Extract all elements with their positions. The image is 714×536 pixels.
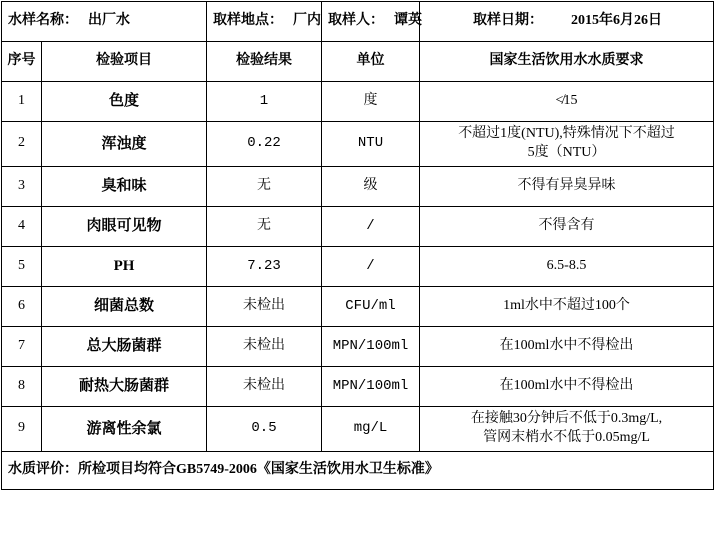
row-result: 未检出 [207,286,322,326]
sample-info-row [2,2,714,42]
evaluation-text: 水质评价：所检项目均符合GB5749-2006《国家生活饮用水卫生标准》 [2,451,714,489]
column-header-requirement: 国家生活饮用水水质要求 [420,42,714,82]
row-unit: / [322,246,420,286]
row-item: 总大肠菌群 [42,326,207,366]
row-requirement: 在100ml水中不得检出 [420,366,714,406]
row-index: 7 [2,326,42,366]
row-index: 9 [2,406,42,451]
table-row [2,206,714,246]
row-unit: / [322,206,420,246]
row-result: 无 [207,206,322,246]
row-unit: MPN/100ml [322,326,420,366]
row-requirement: 在100ml水中不得检出 [420,326,714,366]
row-index: 5 [2,246,42,286]
table-row [2,246,714,286]
row-item: PH [42,246,207,286]
table-row [2,166,714,206]
sample-date-cell [420,2,714,42]
row-item: 肉眼可见物 [42,206,207,246]
row-index: 6 [2,286,42,326]
report-table [1,1,714,490]
row-unit: MPN/100ml [322,366,420,406]
sample-place-value: 厂内 [293,13,321,29]
row-item: 耐热大肠菌群 [42,366,207,406]
row-result: 未检出 [207,366,322,406]
table-row [2,122,714,167]
row-unit: mg/L [322,406,420,451]
sampler-label: 取样人： [328,13,384,29]
row-requirement-line2: 5度（NTU） [527,144,606,160]
row-requirement: ≮15 [420,82,714,122]
row-result: 无 [207,166,322,206]
row-unit: 级 [322,166,420,206]
table-row [2,366,714,406]
column-header-result: 检验结果 [207,42,322,82]
row-result: 1 [207,82,322,122]
row-requirement: 1ml水中不超过100个 [420,286,714,326]
water-quality-report [0,1,714,536]
row-requirement-line1: 不超过1度(NTU),特殊情况下不超过 [458,126,675,141]
row-index: 1 [2,82,42,122]
table-row [2,82,714,122]
column-header-row [2,42,714,82]
row-item: 游离性余氯 [42,406,207,451]
sample-place-cell [207,2,322,42]
row-requirement-line1: 在接触30分钟后不低于0.3mg/L, [470,410,663,426]
column-header-unit: 单位 [322,42,420,82]
row-requirement: 不得有异臭异味 [420,166,714,206]
row-result: 0.22 [207,122,322,167]
row-item: 臭和味 [42,166,207,206]
sample-name-cell [2,2,207,42]
row-requirement [420,122,714,167]
sample-name-label: 水样名称： [8,13,78,29]
sampler-cell [322,2,420,42]
sample-date-label: 取样日期： [473,13,543,29]
row-requirement: 不得含有 [420,206,714,246]
row-requirement-line2: 管网末梢水不低于0.05mg/L [483,429,650,445]
column-header-item: 检验项目 [42,42,207,82]
row-index: 3 [2,166,42,206]
sample-name-value: 出厂水 [88,13,130,29]
row-unit: CFU/ml [322,286,420,326]
row-index: 2 [2,122,42,167]
row-index: 8 [2,366,42,406]
table-row [2,326,714,366]
sample-date-value: 2015年6月26日 [571,13,662,29]
row-item: 浑浊度 [42,122,207,167]
row-requirement: 6.5-8.5 [420,246,714,286]
row-result: 0.5 [207,406,322,451]
row-requirement [420,406,714,451]
row-unit: NTU [322,122,420,167]
table-row [2,406,714,451]
row-unit: 度 [322,82,420,122]
row-index: 4 [2,206,42,246]
row-result: 7.23 [207,246,322,286]
sample-place-label: 取样地点： [213,13,283,29]
column-header-index: 序号 [2,42,42,82]
row-item: 色度 [42,82,207,122]
row-result: 未检出 [207,326,322,366]
sampler-value: 谭英 [394,13,422,29]
table-row [2,286,714,326]
row-item: 细菌总数 [42,286,207,326]
evaluation-row [2,451,714,489]
